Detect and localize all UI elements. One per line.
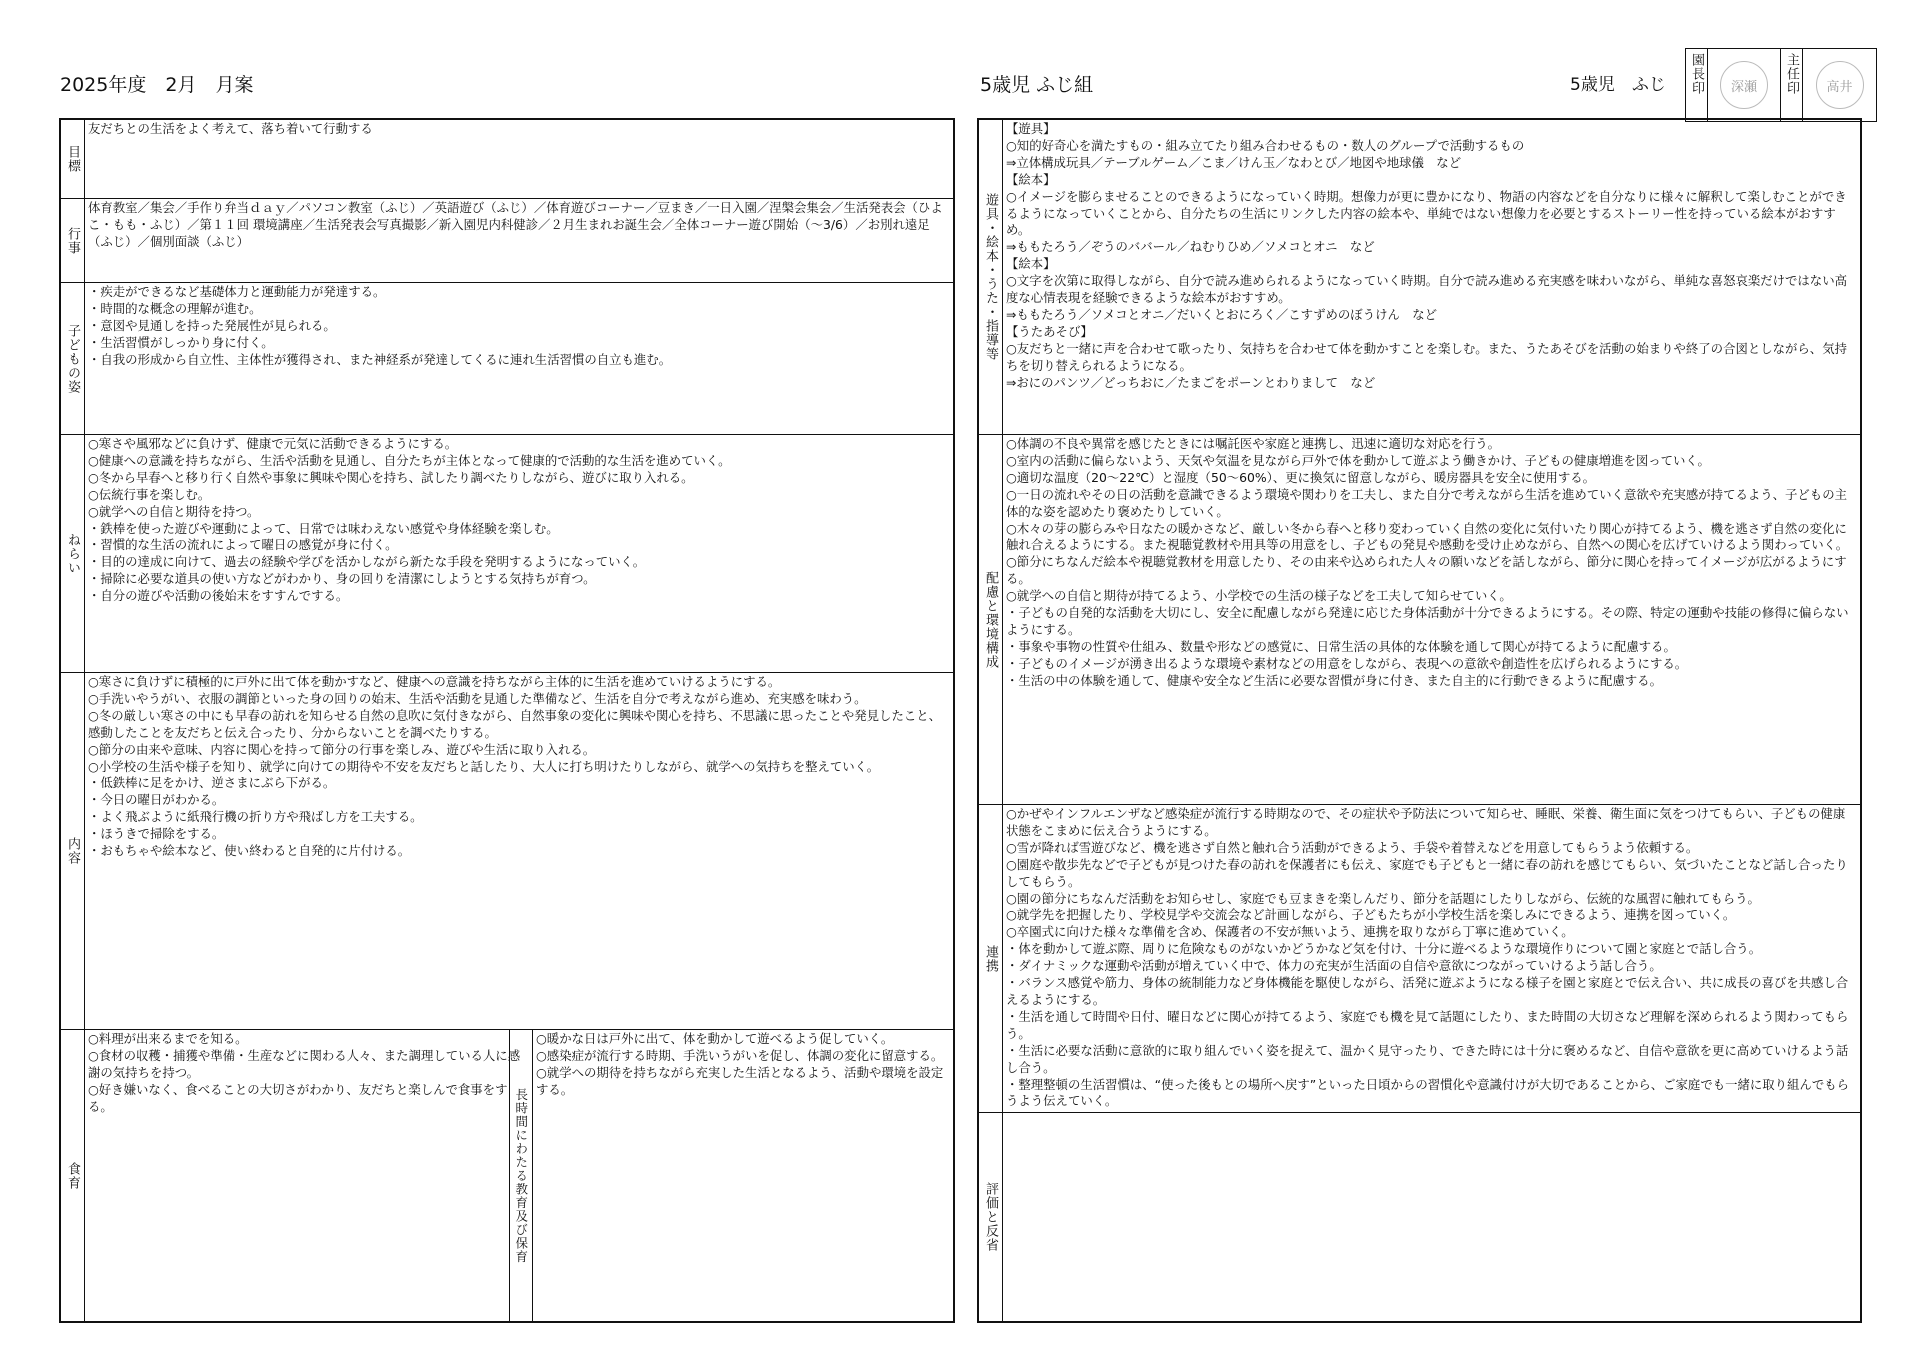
text-line: ・生活の中の体験を通して、健康や安全など生活に必要な習慣が身に付き、また自主的に行動できるように配慮する。: [1006, 672, 1662, 688]
coop-label: 連携: [979, 805, 1003, 1112]
text-line: ・低鉄棒に足をかけ、逆さまにぶら下がる。: [88, 775, 336, 791]
env-label: 配慮と環境構成: [979, 435, 1003, 804]
text-line: ○木々の芽の膨らみや日なたの暖かさなど、厳しい冬から春へと移り変わっていく自然の変化に気付いたり関心が持てるよう、機を逃さず自然の変化に触れ合えるようにする。また視聴覚教材や用具等の用意をし、子どもの発見や感動を受け止めながら、自然への関心を広げていけるよう関わっていく。: [1006, 520, 1849, 553]
seal-boxes: [1685, 48, 1877, 122]
text-line: ・おもちゃや絵本など、使い終わると自発的に片付ける。: [88, 843, 411, 859]
goal-row: [61, 120, 953, 199]
text-line: ・生活に必要な活動に意欲的に取り組んでいく姿を捉えて、温かく見守ったり、できた時には十分に褒めるなど、自信や意欲を更に高めていけるよう話し合う。: [1006, 1042, 1849, 1075]
text-line: ○一日の流れやその日の活動を意識できるよう環境や関わりを工夫し、また自分で考えながら生活を進めていく意欲や充実感が持てるよう、子どもの主体的な姿を認めたり褒めたりしていく。: [1006, 486, 1847, 519]
text-line: ○小学校の生活や様子を知り、就学に向けての期待や不安を友だちと話したり、大人に打ち明けたりしながら、就学への気持ちを整えていく。: [88, 758, 880, 774]
text-line: 【うたあそび】: [1006, 323, 1093, 339]
eval-label: 評価と反省: [979, 1113, 1003, 1321]
principal-seal-label: 園長印: [1686, 49, 1708, 121]
content-body: [86, 673, 953, 1029]
aims-body: [86, 435, 953, 672]
text-line: ・事象や事物の性質や仕組み、数量や形などの感覚に、日常生活の具体的な体験を通して関心が持てるように配慮する。: [1006, 638, 1676, 654]
coop-body: [1004, 805, 1860, 1112]
text-line: ・時間的な概念の理解が進む。: [88, 300, 262, 316]
plan-title: 2025年度 2月 月案: [60, 74, 254, 96]
text-line: 【絵本】: [1006, 171, 1056, 187]
text-line: ○暖かな日は戸外に出て、体を動かして遊べるよう促していく。: [536, 1031, 894, 1046]
eval-body: [1004, 1113, 1860, 1321]
env-row: [979, 435, 1860, 805]
text-line: ○イメージを膨らませることのできるようになっていく時期。想像力が更に豊かになり、物語の内容などを自分なりに様々に解釈して楽しむことができるようになっていくことから、自分たちの生活にリンクした内容の絵本や、単純ではない想像力を必要とするストーリー性を持っている絵本がおすすめ。: [1006, 188, 1847, 238]
env-body: [1004, 435, 1860, 804]
text-line: ・ほうきで掃除をする。: [88, 826, 225, 842]
class-name: 5歳児 ふじ組: [980, 74, 1094, 96]
longcare-label: 長時間にわたる教育及び保育: [509, 1030, 533, 1321]
text-line: ○節分にちなんだ絵本や視聴覚教材を用意したり、その由来や込められた人々の願いなどを話しながら、節分に関心を持ってイメージが広がるようにする。: [1006, 554, 1847, 587]
text-line: ・よく飛ぶように紙飛行機の折り方や飛ばし方を工夫する。: [88, 809, 423, 825]
text-line: ○かぜやインフルエンザなど感染症が流行する時期なので、その症状や予防法について知らせ、睡眠、栄養、衛生面に気をつけてもらい、子どもの健康状態をこまめに伝え合うようにする。: [1006, 806, 1846, 838]
right-panel: [977, 118, 1862, 1323]
text-line: ⇒ももたろう／ぞうのババール／ねむりひめ／ソメコとオニ など: [1006, 239, 1375, 255]
text-line: ○冬の厳しい寒さの中にも早春の訪れを知らせる自然の息吹に気付きながら、自然事象の変化に興味や関心を持ち、不思議に思ったことや発見したこと、感動したことを友だちと伝え合ったり、分からないことを調べたりする。: [88, 707, 942, 740]
text-line: 体育教室／集会／手作り弁当ｄａｙ／パソコン教室（ふじ）／英語遊び（ふじ）／体育遊びコーナー／豆まき／一日入園／涅槃会集会／生活発表会（ひよこ・もも・ふじ）／第１１回 環境講座／生活発表会写真撮影／新入園児内科健診／２月生まれお誕生会／全体コーナー遊び開始（～3/6）／お別れ遠足（ふじ）／個別面談（ふじ）: [88, 200, 943, 249]
text-line: ・整理整頓の生活習慣は、“使った後もとの場所へ戻す”といった日頃からの習慣化や意識付けが大切であることから、ご家庭でも一緒に取り組んでもらうよう伝えていく。: [1006, 1076, 1850, 1109]
text-line: ・疾走ができるなど基礎体力と運動能力が発達する。: [88, 284, 386, 299]
longcare-body: [534, 1030, 953, 1321]
events-label: 行事: [61, 199, 85, 282]
text-line: ○就学先を把握したり、学校見学や交流会など計画しながら、子どもたちが小学校生活を楽しみにできるよう、連携を図っていく。: [1006, 907, 1736, 923]
text-line: ・バランス感覚や筋力、身体の統制能力など身体機能を駆使しながら、活発に遊ぶようになる様子を園と家庭とで伝え合い、共に成長の喜びを共感し合えるようにする。: [1006, 975, 1849, 1007]
class-short: 5歳児 ふじ: [1570, 75, 1666, 95]
text-line: ○好き嫌いなく、食べることの大切さがわかり、友だちと楽しんで食事をする。: [88, 1081, 508, 1114]
eval-row: [979, 1113, 1860, 1321]
text-line: ○食材の収穫・捕獲や準備・生産などに関わる人々、また調理している人に感謝の気持ちを持つ。: [88, 1047, 521, 1080]
principal-seal-box: [1708, 49, 1781, 121]
events-body: [86, 199, 953, 282]
child-row: [61, 283, 953, 435]
text-line: ⇒ももたろう／ソメコとオニ／だいくとおにろく／こすずめのぼうけん など: [1006, 306, 1438, 322]
head-stamp: 高井: [1816, 61, 1864, 109]
food-label: 食育: [61, 1030, 85, 1321]
text-line: 【絵本】: [1006, 256, 1056, 272]
text-line: ・生活を通して時間や日付、曜日などに関心が持てるよう、家庭でも機を見て話題にしたり、また時間の大切さなど理解を深められるよう関わってもらう。: [1006, 1008, 1849, 1041]
text-line: ・掃除に必要な道具の使い方などがわかり、身の回りを清潔にしようとする気持ちが育つ。: [88, 571, 596, 587]
text-line: ○健康への意識を持ちながら、生活や活動を見通し、自分たちが主体となって健康的で活動的な生活を進めていく。: [88, 452, 731, 468]
aims-row: [61, 435, 953, 673]
text-line: ○伝統行事を楽しむ。: [88, 486, 211, 502]
text-line: 友だちとの生活をよく考えて、落ち着いて行動する: [88, 121, 373, 136]
left-panel: [59, 118, 955, 1323]
coop-row: [979, 805, 1860, 1113]
text-line: ○冬から早春へと移り行く自然や事象に興味や関心を持ち、試したり調べたりしながら、遊びに取り入れる。: [88, 469, 694, 485]
text-line: ・子どものイメージが湧き出るような環境や素材などの用意をしながら、表現への意欲や創造性を広げられるようにする。: [1006, 655, 1688, 671]
principal-stamp: 深瀬: [1720, 61, 1768, 109]
events-row: [61, 199, 953, 283]
text-line: ⇒おにのパンツ／どっちおに／たまごをポーンとわりまして など: [1006, 374, 1376, 390]
play-label: 遊具・絵本・うた・指導等: [979, 120, 1003, 434]
text-line: ・体を動かして遊ぶ際、周りに危険なものがないかどうかなど気を付け、十分に遊べるような環境作りについて園と家庭とで話し合う。: [1006, 941, 1762, 957]
text-line: ・鉄棒を使った遊びや運動によって、日常では味わえない感覚や身体経験を楽しむ。: [88, 520, 559, 536]
text-line: ○卒園式に向けた様々な準備を含め、保護者の不安が無いよう、連携を取りながら丁寧に進めていく。: [1006, 924, 1574, 940]
play-row: [979, 120, 1860, 435]
goal-label: 目標: [61, 120, 85, 198]
text-line: ○園の節分にちなんだ活動をお知らせし、家庭でも豆まきを楽しんだり、節分を話題にしたりしながら、伝統的な風習に触れてもらう。: [1006, 890, 1760, 906]
text-line: ・意図や見通しを持った発展性が見られる。: [88, 317, 336, 333]
text-line: ○就学への自信と期待を持つ。: [88, 503, 260, 519]
text-line: 【遊具】: [1006, 121, 1056, 136]
text-line: ○友だちと一緒に声を合わせて歌ったり、気持ちを合わせて体を動かすことを楽しむ。また、うたあそびを活動の始まりや終了の合図としながら、気持ちを切り替えられるようになる。: [1006, 340, 1847, 373]
text-line: ・目的の達成に向けて、過去の経験や学びを活かしながら新たな手段を発明するようになっていく。: [88, 554, 646, 570]
food-body: [86, 1030, 533, 1321]
aims-label: ねらい: [61, 435, 85, 672]
text-line: ○体調の不良や異常を感じたときには嘱託医や家庭と連携し、迅速に適切な対応を行う。: [1006, 436, 1501, 451]
text-line: ○室内の活動に偏らないよう、天気や気温を見ながら戸外で体を動かして遊ぶよう働きかけ、子どもの健康増進を図っていく。: [1006, 452, 1710, 468]
head-seal-label: 主任印: [1781, 49, 1803, 121]
text-line: ○感染症が流行する時期、手洗いうがいを促し、体調の変化に留意する。: [536, 1047, 944, 1063]
text-line: ○寒さや風邪などに負けず、健康で元気に活動できるようにする。: [88, 436, 458, 451]
text-line: ○園庭や散歩先などで子どもが見つけた春の訪れを保護者にも伝え、家庭でも子どもと一緒に春の訪れを感じてもらい、気づいたことなど話し合ったりしてもらう。: [1006, 856, 1848, 889]
goal-body: [86, 120, 953, 198]
play-body: [1004, 120, 1860, 434]
text-line: ○雪が降れば雪遊びなど、機を逃さず自然と触れ合う活動ができるよう、手袋や着替えなどを用意してもらうよう依頼する。: [1006, 839, 1699, 855]
child-body: [86, 283, 953, 434]
text-line: ○適切な温度（20～22℃）と湿度（50～60%）、更に換気に留意しながら、暖房器具を安全に使用する。: [1006, 469, 1595, 485]
head-seal-box: [1803, 49, 1876, 121]
text-line: ・ダイナミックな運動や活動が増えていく中で、体力の充実が生活面の自信や意欲につながっていけるよう話し合う。: [1006, 958, 1662, 974]
text-line: ・生活習慣がしっかり身に付く。: [88, 334, 274, 350]
child-label: 子どもの姿: [61, 283, 85, 434]
text-line: ○手洗いやうがい、衣服の調節といった身の回りの始末、生活や活動を見通した準備など、生活を自分で考えながら進め、充実感を味わう。: [88, 690, 867, 706]
text-line: ○寒さに負けずに積極的に戸外に出て体を動かすなど、健康への意識を持ちながら主体的に生活を進めていけるようにする。: [88, 674, 781, 689]
text-line: ・子どもの自発的な活動を大切にし、安全に配慮しながら発達に応じた身体活動が十分できるようにする。その際、特定の運動や技能の修得に偏らないようにする。: [1006, 605, 1849, 637]
text-line: ○文字を次第に取得しながら、自分で読み進められるようになっていく時期。自分で読み進める充実感を味わいながら、単純な喜怒哀楽だけではない高度な心情表現を経験できるような絵本がおすすめ。: [1006, 273, 1847, 306]
text-line: ⇒立体構成玩具／テーブルゲーム／こま／けん玉／なわとび／地図や地球儀 など: [1006, 154, 1462, 170]
text-line: ・自我の形成から自立性、主体性が獲得され、また神経系が発達してくるに連れ生活習慣の自立も進む。: [88, 351, 672, 367]
text-line: ○料理が出来るまでを知る。: [88, 1031, 248, 1046]
text-line: ○就学への期待を持ちながら充実した生活となるよう、活動や環境を設定する。: [536, 1064, 944, 1097]
text-line: ・習慣的な生活の流れによって曜日の感覚が身に付く。: [88, 537, 398, 553]
text-line: ・自分の遊びや活動の後始末をすすんでする。: [88, 588, 349, 604]
food-row: [61, 1030, 953, 1321]
content-row: [61, 673, 953, 1030]
content-label: 内容: [61, 673, 85, 1029]
text-line: ○就学への自信と期待が持てるよう、小学校での生活の様子などを工夫して知らせていく。: [1006, 588, 1512, 604]
text-line: ・今日の曜日がわかる。: [88, 792, 225, 808]
text-line: ○知的好奇心を満たすもの・組み立てたり組み合わせるもの・数人のグループで活動するもの: [1006, 137, 1525, 153]
text-line: ○節分の由来や意味、内容に関心を持って節分の行事を楽しみ、遊びや生活に取り入れる。: [88, 741, 596, 757]
